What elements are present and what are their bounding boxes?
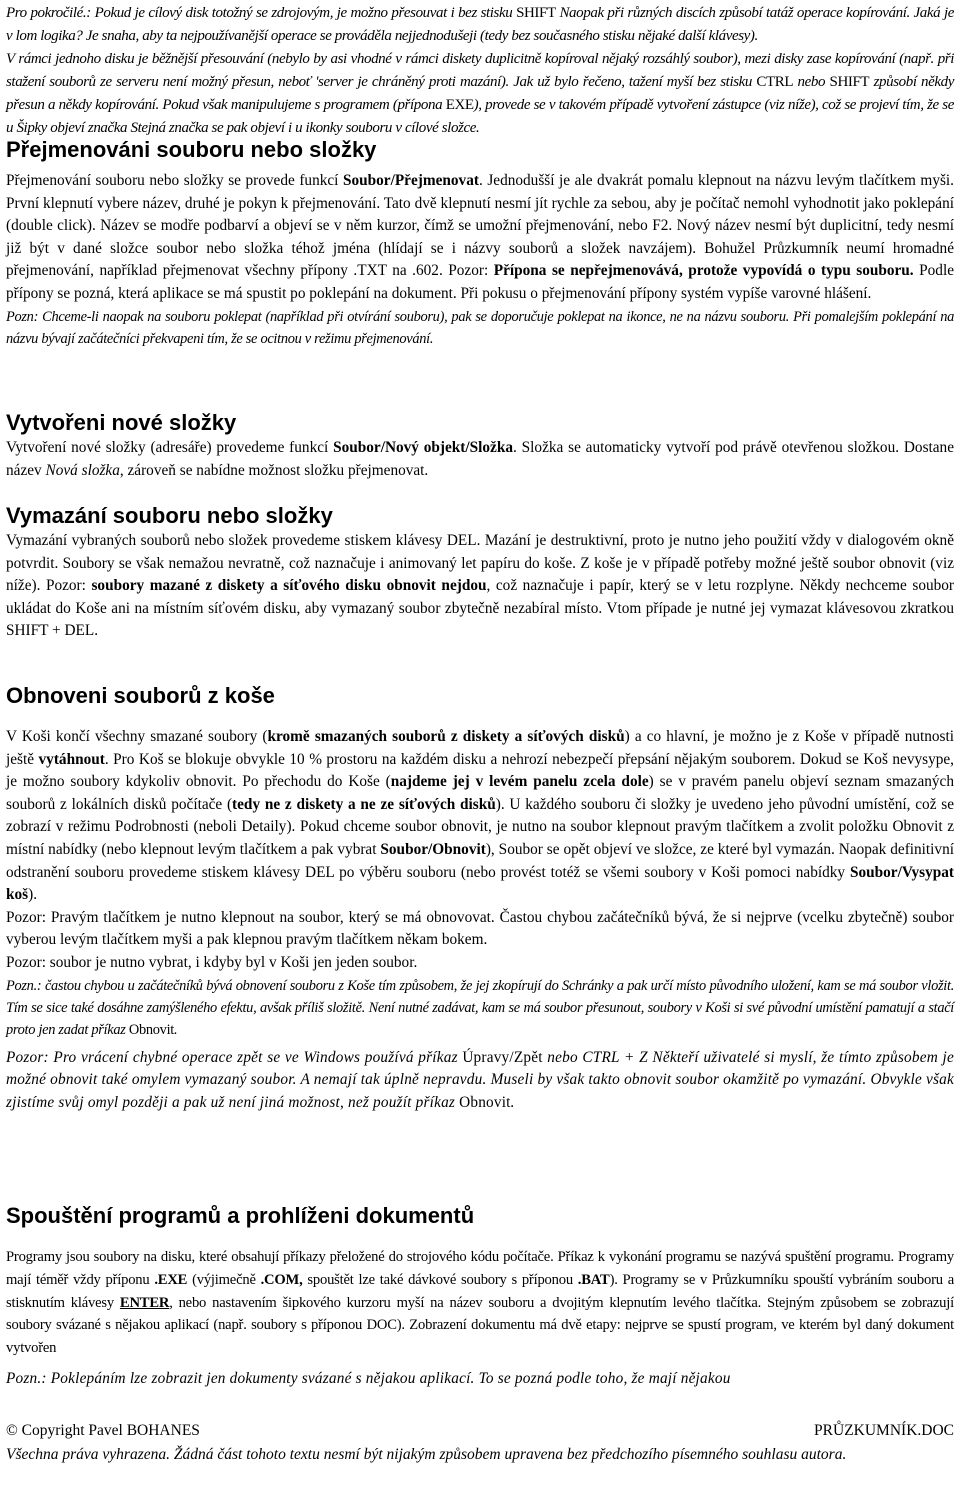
restore-warning-right-click: Pozor: Pravým tlačítkem je nutno klepnout na soubor, který se má obnovovat. Častou chybou začátečníků bývá, že si nejprve (vcelku zbytečně) soubor vyberou levým tlačítkem myši a pak klepnou pravým tlačítkem někam bokem. [6, 908, 954, 949]
delete-heading: Vymazání souboru nebo složky [6, 503, 333, 528]
restore-note: Pozn.: častou chybou u začátečníků bývá obnovení souboru z Koše tím způsobem, že jej zkopírují do Schránky a pak určí místo původního uložení, kam se má soubor vložit. Tím se sice také dosáhne zamýšleného efektu, avšak příliš složitě. Není nutné zadávat, kam se má soubor přesunout, soubory v Koši si své původní umístění pamatují a stačí proto jen zadat příkaz Obnovit. [6, 977, 954, 1038]
restore-undo-warning: Pozor: Pro vrácení chybné operace zpět se ve Windows používá příkaz Úpravy/Zpět nebo CTRL + Z Někteří uživatelé si myslí, že tímto způsobem je možné obnovit také omylem vymazaný soubor. A nemají tak úplně nepravdu. Museli by však takto obnovit soubor okamžitě po vymazání. Obvykle však zjistíme svůj omyl později a pak už není jiná možnost, než použít příkaz Obnovit. [6, 1048, 954, 1111]
create-folder-heading: Vytvořeni nové složky [6, 410, 237, 435]
create-folder-paragraph: Vytvoření nové složky (adresáře) provedeme funkcí Soubor/Nový objekt/Složka. Složka se automaticky vytvoří pod právě otevřenou složkou. Dostane název Nová složka, zároveň se nabídne možnost složku přejmenovat. [6, 439, 954, 479]
footer-document-name: PRŮZKUMNÍK.DOC [814, 1422, 954, 1439]
programs-note: Pozn.: Poklepáním lze zobrazit jen dokumenty svázané s nějakou aplikací. To se pozná podle toho, že mají nějakou [6, 1369, 731, 1387]
restore-warning-select: Pozor: soubor je nutno vybrat, i kdyby byl v Koši jen jeden soubor. [6, 953, 418, 971]
delete-paragraph: Vymazání vybraných souborů nebo složek provedeme stiskem klávesy DEL. Mazání je destruktivní, proto je nutno jeho použití vždy v dialogovém okně potvrdit. Soubory se však nemažou nevratně, což naznačuje i animovaný let papíru do koše. Z koše je v případě potřeby možné ještě soubor obnovit (viz níže). Pozor: soubory mazané z diskety a síťového disku obnovit nejdou, což naznačuje i papír, který se v letu rozplyne. Někdy nechceme soubor ukládat do Koše ani na místním síťovém disku, aby vymazaný soubor zbytečně nezabíral místo. Vtom případe je nutné jej vymazat klávesovou zkratkou SHIFT + DEL. [6, 532, 955, 640]
restore-section [6, 682, 954, 1114]
restore-paragraph: V Koši končí všechny smazané soubory (kromě smazaných souborů z diskety a síťových disků) a co hlavní, je možno je z Koše v případě nutnosti ještě vytáhnout. Pro Koš se blokuje obvykle 10 % prostoru na každém disku a nehrozí nebezpečí přepsání nějakým souborem. Dokud se Koš nevysype, je možno soubory kdykoliv obnovit. Po přechodu do Koše (najdeme jej v levém panelu zcela dole) se v pravém panelu objeví seznam smazaných souborů z lokálních disků počítače (tedy ne z diskety a ne ze síťových disků). U každého souboru či složky je uvedeno jeho původní umístění, což se zobrazí v režimu Podrobnosti (neboli Detaily). Pokud chceme soubor obnovit, je nutno na soubor klepnout pravým tlačítkem a zvolit položku Obnovit z místní nabídky (nebo klepnout levým tlačítkem a pak vybrat Soubor/Obnovit), Soubor se opět objeví ve složce, ze které byl vymazán. Naopak definitivní odstranění souboru provedeme stiskem klávesy DEL po výběru souboru (nebo provést totéž se všemi soubory v Koši pomoci nabídky Soubor/Vysypat koš). [6, 728, 955, 904]
footer-rights: Všechna práva vyhrazena. Žádná část tohoto textu nesmí být nijakým způsobem upravena bez předchozího písemného souhlasu autora. [6, 1446, 847, 1463]
rename-paragraph: Přejmenování souboru nebo složky se provede funkcí Soubor/Přejmenovat. Jednodušší je ale dvakrát pomalu klepnout na názvu levým tlačítkem myši. První klepnutí vybere název, druhé je pokyn k přejmenování. Tato dvě klepnutí nesmí jít rychle za sebou, aby je počítač nemohl vyhodnotit jako poklepání (double click). Název se modře podbarví a objeví se v něm kurzor, čímž se umožní přejmenování, nebo F2. Nový název nesmí být duplicitní, tedy nesmí již být v dané složce soubor nebo složka téhož jména (hlídají se i názvy souborů a složek navzájem). Bohužel Průzkumník neumí hromadné přejmenování, například přejmenovat všechny přípony .TXT na .602. Pozor: Přípona se nepřejmenovává, protože vypovídá o typu souboru. Podle přípony se pozná, která aplikace se má spustit po poklepání na dokument. Při pokusu o přejmenování přípony systém vypíše varovné hlášení. [6, 172, 954, 302]
intro-section [6, 2, 954, 140]
programs-section [6, 1202, 954, 1391]
create-folder-section [6, 409, 954, 482]
restore-heading: Obnoveni souborů z koše [6, 683, 275, 708]
intro-paragraph-1: Pro pokročilé.: Pokud je cílový disk totožný se zdrojovým, je možno přesouvat i bez stisku SHIFT Naopak při různých discích způsobí tatáž operace kopírování. Jaká je v lom logika? Je snaha, aby ta nejpoužívanější operace se prováděla nejjednodušeji (tedy bez současného stisku nějaké další klávesy). [6, 5, 954, 44]
programs-heading: Spouštění programů a prohlíženi dokumentů [6, 1203, 475, 1228]
rename-section [6, 136, 954, 350]
rename-note: Pozn: Chceme-li naopak na souboru poklepat (například při otvírání souboru), pak se doporučuje poklepat na ikonce, ne na názvu souboru. Při pomalejším poklepání na názvu bývají začátečníci překvapeni tím, že se ocitnou v režimu přejmenování. [6, 308, 954, 347]
programs-paragraph: Programy jsou soubory na disku, které obsahují příkazy přeložené do strojového kódu počítače. Příkaz k vykonání programu se nazývá spuštění programu. Programy mají téměř vždy příponu .EXE (výjimečně .COM, spouštět lze také dávkové soubory s příponou .BAT). Programy se v Průzkumníku spouští vybráním souboru a stisknutím klávesy ENTER, nebo nastavením šipkového kurzoru myší na název souboru a dvojitým klepnutím levého tlačítka. Stejným způsobem se zobrazují soubory svázané s nějakou aplikací (např. soubory s příponou DOC). Zobrazení dokumentu má dvě etapy: nejprve se spustí program, ve kterém byl daný dokument vytvořen [6, 1249, 954, 1357]
rename-heading: Přejmenováni souboru nebo složky [6, 137, 377, 162]
intro-paragraph-2: V rámci jednoho disku je běžnější přesouvání (nebylo by asi vhodné v rámci diskety duplicitně kopíroval nějaký rozsáhlý soubor), mezi disky zase kopírování (např. při stažení souborů ze serveru není možný přesun, neboť 'server je chráněný proti mazání). Jak už bylo řečeno, tažení myší bez stisku CTRL nebo SHIFT způsobí někdy přesun a někdy kopírování. Pokud však manipulujeme s programem (přípona EXE), provede se v takovém případě vytvoření zástupce (viz níže), což se projeví tím, že se u Šipky objeví značka Stejná značka se pak objeví i u ikonky souboru v cílové složce. [6, 51, 955, 136]
footer [6, 1422, 954, 1444]
footer-copyright: © Copyright Pavel BOHANES [6, 1422, 200, 1439]
delete-section [6, 502, 954, 643]
